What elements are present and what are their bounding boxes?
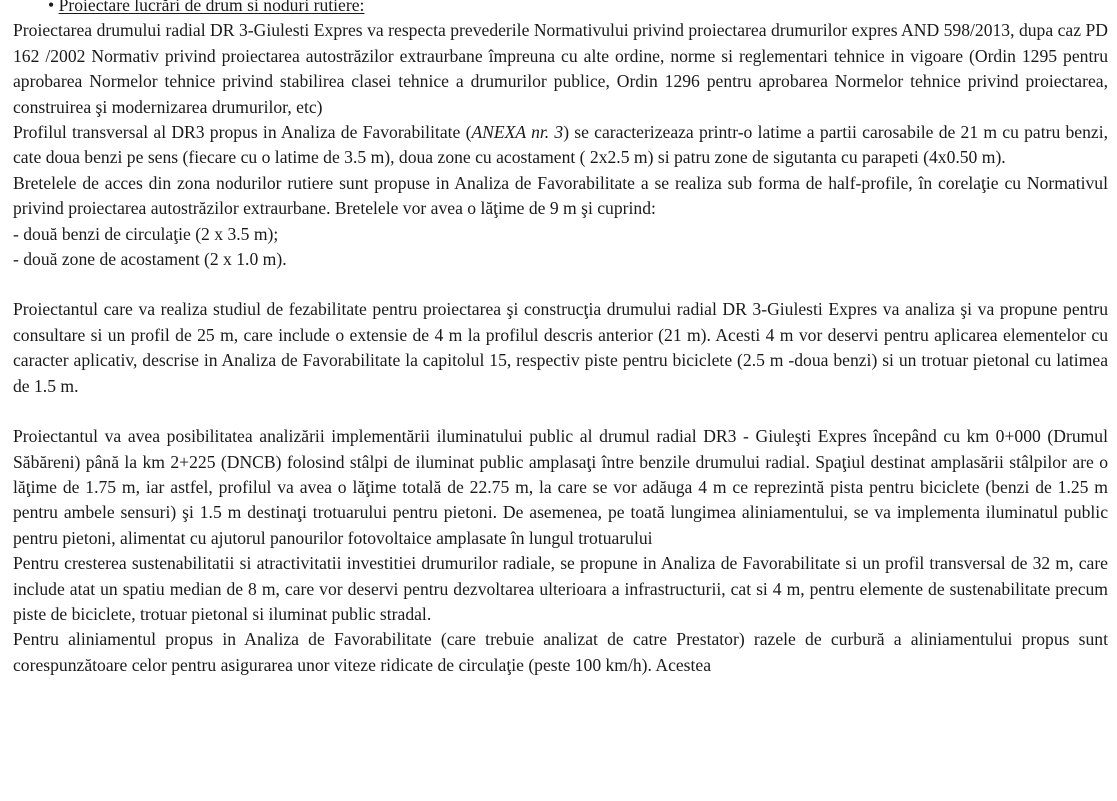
paragraph-25m-profile: Proiectantul care va realiza studiul de fezabilitate pentru proiectarea şi construcţia drumului radial DR 3-Giulesti Expres va analiza şi va propune pentru consultare si un profil de 25 m, care include o extensie de 4 m la profilul descris anterior (21 m). Acesti 4 m vor deservi pentru aplicarea elementelor cu caracter aplicativ, descrise in Analiza de Favorabilitate la capitolul 15, respectiv piste pentru biciclete (2.5 m -doua benzi) si un trotuar pietonal cu latimea de 1.5 m. — [13, 299, 1108, 396]
paragraph-spacer — [13, 399, 1108, 424]
paragraph-spacer — [13, 272, 1108, 297]
list-item: - două benzi de circulaţie (2 x 3.5 m); — [13, 223, 279, 244]
list-item: - două zone de acostament (2 x 1.0 m). — [13, 249, 287, 270]
paragraph-cross-profile-after: ) se caracterizeaza printr-o latime a partii carosabile de 21 m cu patru benzi, cate doua benzi pe sens (fiecare cu o latime de 3.5 m), doua zone cu acostament ( 2x2.5 m) si patru zone de sigutanta cu parapeti (4x0.50 m). — [13, 122, 1108, 168]
annex-reference: ANEXA nr. 3 — [471, 122, 564, 143]
paragraph-public-lighting: Proiectantul va avea posibilitatea analizării implementării iluminatului public al drumul radial DR3 - Giuleşti Expres începând cu km 0+000 (Drumul Săbăreni) până la km 2+225 (DNCB) folosind stâlpi de iluminat public amplasaţi între benzile drumului radial. Spaţiul destinat amplasării stâlpilor are o lăţime de 1.75 m, iar astfel, profilul va avea o lăţime totală de 22.75 m, la care se vor adăuga 4 m ce reprezintă pista pentru biciclete (benzi de 1.25 m pentru ambele sensuri) şi 1.5 m destinaţi trotuarului pentru pietoni. De asemenea, pe toată lungimea aliniamentului, se va implementa iluminatul public pentru pietoni, alimentat cu ajutorul panourilor fotovoltaice amplasate în lungul trotuarului — [13, 426, 1108, 548]
paragraph-access-ramps: Bretelele de acces din zona nodurilor rutiere sunt propuse in Analiza de Favorabilitate a se realiza sub forma de half-profile, în corelaţie cu Normativul privind proiectarea autostrăzilor extraurbane. Bretelele vor avea o lăţime de 9 m şi cuprind: — [13, 172, 1108, 219]
section-heading — [13, 0, 1108, 18]
paragraph-alignment: Pentru aliniamentul propus in Analiza de Favorabilitate (care trebuie analizat de catre Prestator) razele de curbură a aliniamentului propus sunt corespunzătoare celor pentru asigurarea unor viteze ridicate de circulaţie (peste 100 km/h). Acestea — [13, 629, 1108, 675]
paragraph-cross-profile-before: Profilul transversal al DR3 propus in Analiza de Favorabilitate ( — [13, 122, 472, 143]
paragraph-design-standards: Proiectarea drumului radial DR 3-Giulesti Expres va respecta prevederile Normativului privind proiectarea drumurilor expres AND 598/2013, dupa caz PD 162 /2002 Normativ privind proiectarea autostrăzilor extraurbane împreuna cu alte ordine, norme si reglementari tehnice in vigoare (Ordin 1295 pentru aprobarea Normelor tehnice privind stabilirea clasei tehnice a drumurilor publice, Ordin 1296 pentru aprobarea Normelor tehnice privind proiectarea, construirea şi modernizarea drumurilor, etc) — [13, 20, 1108, 117]
document-page — [13, 0, 1108, 678]
paragraph-cross-profile — [13, 120, 1108, 171]
section-title: Proiectare lucrări de drum si noduri rutiere: — [58, 0, 365, 15]
bullet: • — [48, 0, 55, 15]
paragraph-32m-profile: Pentru cresterea sustenabilitatii si atractivitatii investitiei drumurilor radiale, se propune in Analiza de Favorabilitate si un profil transversal de 32 m, care include atat un spatiu median de 8 m, care vor deservi pentru dezvoltarea ulterioara a infrastructurii, cat si 4 m, pentru elemente de sustenabilitate precum piste de biciclete, trotuar pietonal si iluminat public stradal. — [13, 553, 1108, 624]
